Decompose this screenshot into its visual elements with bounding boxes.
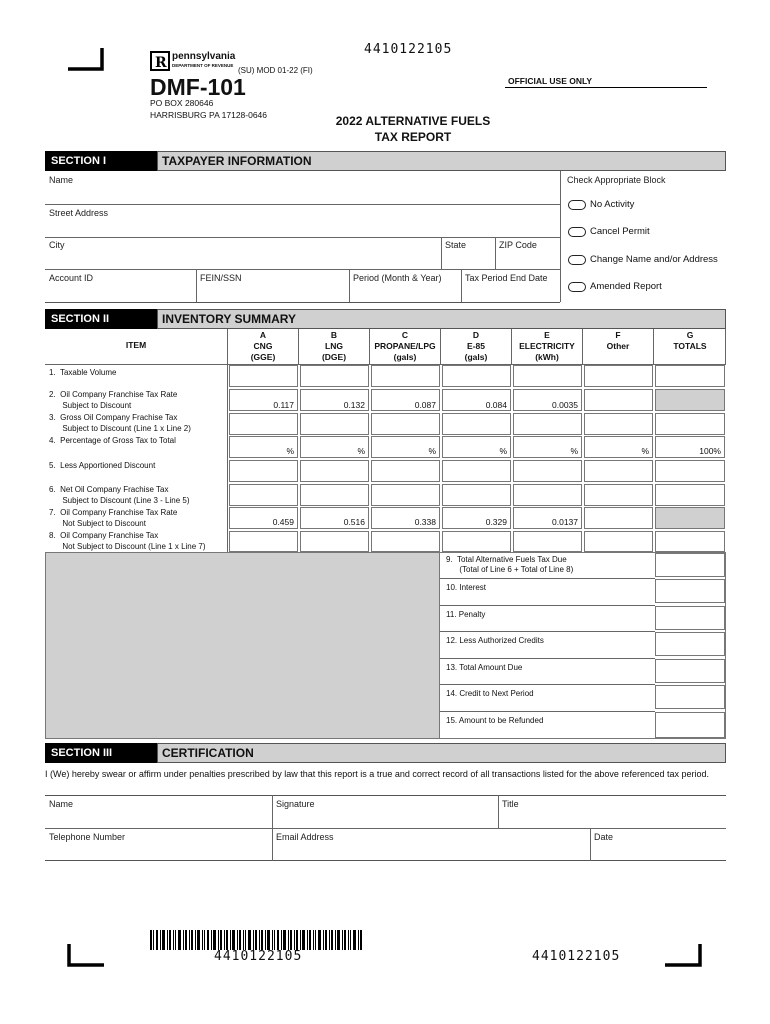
grid-line [511,329,512,364]
grid-line [495,237,496,269]
section-1-title: TAXPAYER INFORMATION [157,151,726,171]
item-7-label: 7. Oil Company Franchise Tax Rate Not Subject to Discount [49,508,178,528]
grid-line [272,795,273,861]
barcode-text: 4410122105 [214,949,303,964]
official-use-label: OFFICIAL USE ONLY [508,76,593,86]
line8-cell-f[interactable] [584,531,653,552]
column-b-header: B LNG (DGE) [321,330,347,362]
line15-label: 15. Amount to be Refunded [446,716,544,725]
amended-report-label: Amended Report [590,281,662,292]
line7-rate-d: 0.329 [442,507,511,529]
grid-line [45,828,726,829]
report-title-1: 2022 ALTERNATIVE FUELS [335,114,491,128]
corner-mark-bottom-left [66,944,106,968]
grid-line [349,269,350,302]
item-6-label: 6. Net Oil Company Frachise Tax Subject to Discount (Line 3 - Line 5) [49,485,190,505]
line4-pct-b[interactable]: % [300,436,369,458]
fein-ssn-field[interactable]: FEIN/SSN [200,273,242,283]
line4-pct-g: 100% [655,436,725,458]
line6-cell-d[interactable] [442,484,511,506]
item-3-label: 3. Gross Oil Company Frachise Tax Subject to Discount (Line 1 x Line 2) [49,413,191,433]
line4-pct-e[interactable]: % [513,436,582,458]
column-d-header: D E-85 (gals) [464,330,488,362]
cancel-permit-label: Cancel Permit [590,226,650,237]
line6-cell-g[interactable] [655,484,725,506]
line8-cell-g[interactable] [655,531,725,552]
line14-label: 14. Credit to Next Period [446,689,534,698]
line6-cell-c[interactable] [371,484,440,506]
cert-name-field[interactable]: Name [49,799,74,809]
line2-rate-a: 0.117 [229,389,298,411]
item-4-label: 4. Percentage of Gross Tax to Total [49,436,176,445]
form-id: DMF-101 [150,74,246,100]
grid-line [45,204,560,205]
item-1-label: 1. Taxable Volume [49,368,117,377]
line10-label: 10. Interest [446,583,487,592]
cancel-permit-checkbox[interactable] [568,227,586,237]
brand-name: pennsylvania [172,51,236,62]
corner-mark-bottom-right [664,944,704,968]
grid-line [440,329,441,364]
grid-line [653,329,654,364]
line9-label: 9. Total Alternative Fuels Tax Due (Total of Line 6 + Total of Line 8) [446,555,574,574]
line6-cell-a[interactable] [229,484,298,506]
grid-line [560,171,561,302]
line1-cell-g[interactable] [655,365,725,387]
line10-total[interactable] [655,579,725,603]
address-line-1: PO BOX 280646 [150,98,214,108]
pa-logo-icon [150,51,170,71]
no-activity-label: No Activity [590,199,635,210]
line8-cell-a[interactable] [229,531,298,552]
email-field[interactable]: Email Address [276,832,334,842]
street-field[interactable]: Street Address [49,208,109,218]
line8-cell-c[interactable] [371,531,440,552]
report-title-2: TAX REPORT [374,130,452,144]
period-field[interactable]: Period (Month & Year) [353,273,442,283]
line13-total[interactable] [655,659,725,683]
form-code-bottom: 4410122105 [532,949,621,964]
signature-field[interactable]: Signature [276,799,315,809]
change-name-label: Change Name and/or Address [590,254,718,265]
section-2-title: INVENTORY SUMMARY [157,309,726,329]
line3-cell-e[interactable] [513,413,582,435]
column-f-header: F Other [606,330,630,351]
line9-total[interactable] [655,553,725,577]
line7-rate-b: 0.516 [300,507,369,529]
grid-line [45,269,560,270]
line11-total[interactable] [655,606,725,630]
grid-line [498,795,499,828]
line3-cell-f[interactable] [584,413,653,435]
line4-pct-d[interactable]: % [442,436,511,458]
title-field[interactable]: Title [502,799,519,809]
address-line-2: HARRISBURG PA 17128-0646 [150,110,268,120]
column-g-header: G TOTALS [673,330,707,351]
amended-report-checkbox[interactable] [568,282,586,292]
name-field[interactable]: Name [49,175,74,185]
grid-line [582,329,583,364]
grid-line [196,269,197,302]
line3-cell-d[interactable] [442,413,511,435]
section-2-tag: SECTION II [45,309,157,329]
line13-label: 13. Total Amount Due [446,663,523,672]
certification-statement: I (We) hereby swear or affirm under penalties prescribed by law that this report is a true and correct record of all transactions listed for the above referenced tax period. [45,769,709,779]
line2-cell-f[interactable] [584,389,653,411]
change-name-checkbox[interactable] [568,255,586,265]
line2-rate-d: 0.084 [442,389,511,411]
line12-label: 12. Less Authorized Credits [446,636,544,645]
check-block-title: Check Appropriate Block [567,175,666,185]
grid-line [440,711,655,712]
line4-pct-c[interactable]: % [371,436,440,458]
line4-pct-f[interactable]: % [584,436,653,458]
column-c-header: C PROPANE/LPG (gals) [374,330,436,362]
line14-total[interactable] [655,685,725,709]
shaded-area [45,552,440,739]
grid-line [440,631,655,632]
line2-rate-b: 0.132 [300,389,369,411]
state-field[interactable]: State [445,240,467,250]
line5-cell-b[interactable] [300,460,369,482]
line3-cell-a[interactable] [229,413,298,435]
line1-cell-f[interactable] [584,365,653,387]
form-code-top: 4410122105 [364,42,453,57]
grid-line [461,269,462,302]
line5-cell-d[interactable] [442,460,511,482]
line11-label: 11. Penalty [446,610,486,619]
line5-cell-f[interactable] [584,460,653,482]
line8-cell-b[interactable] [300,531,369,552]
item-5-label: 5. Less Apportioned Discount [49,461,156,470]
grid-line [227,329,228,552]
line3-cell-b[interactable] [300,413,369,435]
account-id-field[interactable]: Account ID [49,273,94,283]
grid-line [590,828,591,861]
end-date-field[interactable]: Tax Period End Date [465,273,548,283]
line7-rate-a: 0.459 [229,507,298,529]
svg-text:R: R [155,55,167,71]
line8-cell-e[interactable] [513,531,582,552]
line7-cell-f[interactable] [584,507,653,529]
line7-cell-g [655,507,725,529]
date-field[interactable]: Date [594,832,614,842]
column-a-header: A CNG (GGE) [250,330,276,362]
line3-cell-c[interactable] [371,413,440,435]
zip-field[interactable]: ZIP Code [499,240,537,250]
line5-cell-g[interactable] [655,460,725,482]
grid-line [45,237,560,238]
line1-cell-a[interactable] [229,365,298,387]
item-column-header: ITEM [125,340,147,350]
grid-line [725,329,726,364]
line5-cell-a[interactable] [229,460,298,482]
line4-pct-a[interactable]: % [229,436,298,458]
line3-cell-g[interactable] [655,413,725,435]
item-2-label: 2. Oil Company Franchise Tax Rate Subject to Discount [49,390,178,410]
line15-total[interactable] [655,712,725,738]
grid-line [440,684,655,685]
line7-rate-e: 0.0137 [513,507,582,529]
item-8-label: 8. Oil Company Franchise Tax Not Subject to Discount (Line 1 x Line 7) [49,531,206,551]
line2-cell-g [655,389,725,411]
no-activity-checkbox[interactable] [568,200,586,210]
line1-cell-c[interactable] [371,365,440,387]
grid-line [441,237,442,269]
line5-cell-c[interactable] [371,460,440,482]
line7-rate-c: 0.338 [371,507,440,529]
grid-line [369,329,370,364]
column-e-header: E ELECTRICITY (kWh) [519,330,575,362]
section-3-tag: SECTION III [45,743,157,763]
grid-line [440,658,655,659]
grid-line [440,578,655,579]
line1-cell-b[interactable] [300,365,369,387]
corner-mark-top-left [66,48,106,72]
city-field[interactable]: City [49,240,65,250]
barcode-icon [150,930,364,950]
line8-cell-d[interactable] [442,531,511,552]
line12-total[interactable] [655,632,725,656]
section-3-title: CERTIFICATION [157,743,726,763]
grid-line [298,329,299,364]
department-name: DEPARTMENT OF REVENUE [172,63,234,68]
line1-cell-d[interactable] [442,365,511,387]
section-1-tag: SECTION I [45,151,157,171]
official-use-line [505,87,707,88]
line6-cell-b[interactable] [300,484,369,506]
line5-cell-e[interactable] [513,460,582,482]
line1-cell-e[interactable] [513,365,582,387]
line6-cell-f[interactable] [584,484,653,506]
telephone-field[interactable]: Telephone Number [49,832,126,842]
line2-rate-e: 0.0035 [513,389,582,411]
grid-line [440,605,655,606]
mod-code: (SU) MOD 01-22 (FI) [238,66,313,75]
line2-rate-c: 0.087 [371,389,440,411]
line6-cell-e[interactable] [513,484,582,506]
